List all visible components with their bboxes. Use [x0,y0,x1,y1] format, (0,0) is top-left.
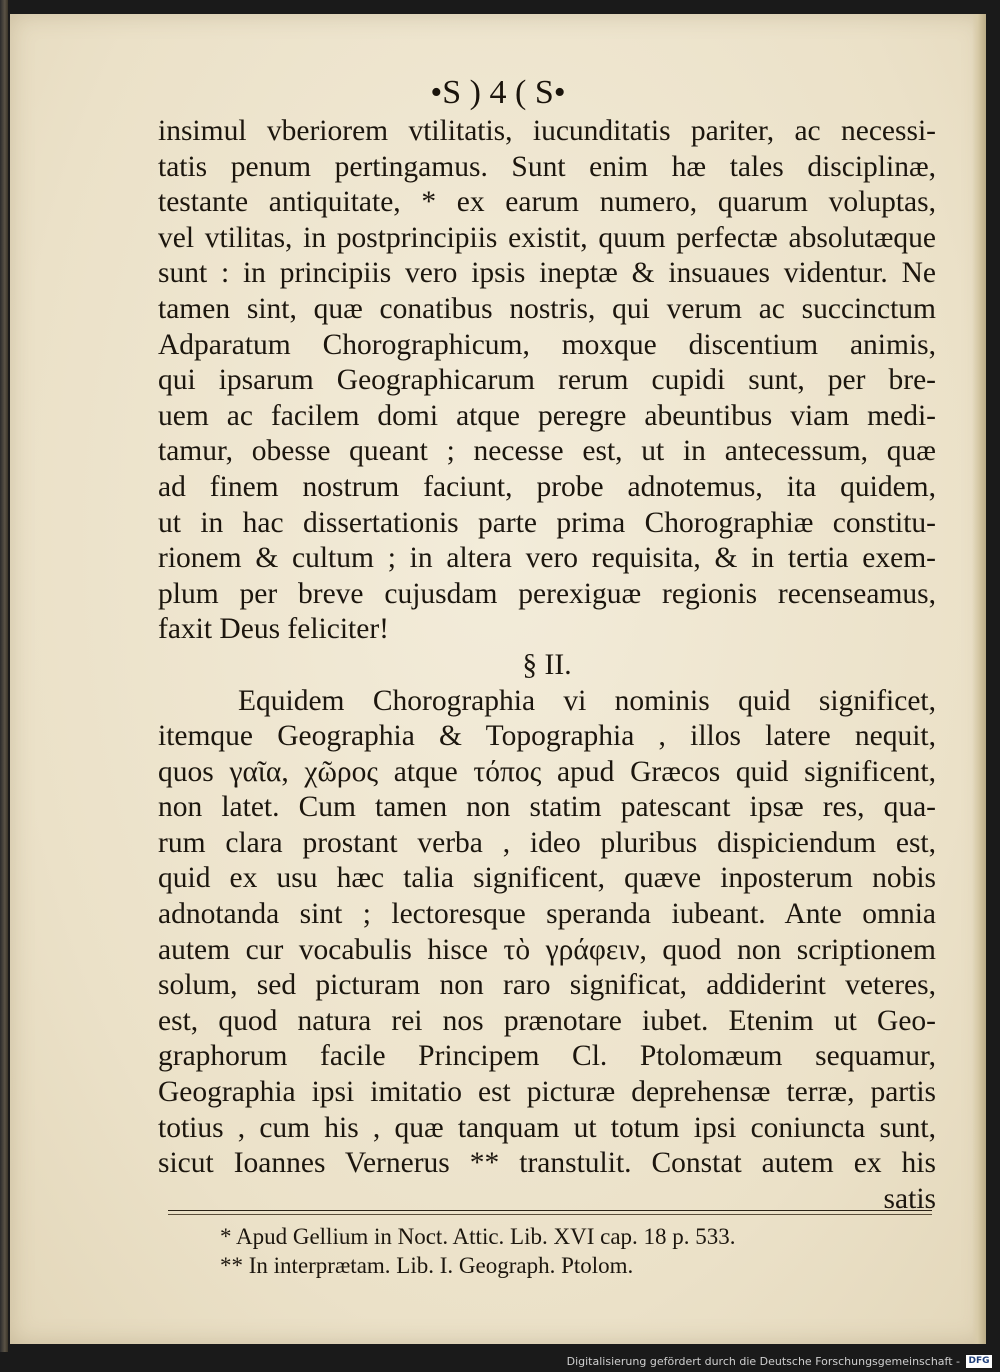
text-line: rionem & cultum ; in altera vero requisita, & in tertia exem- [158,542,936,575]
text-line: ut in hac dissertationis parte prima Chorographiæ constitu- [158,506,936,539]
text-line: tamen sint, quæ conatibus nostris, qui verum ac succinctum [158,292,936,325]
dfg-logo: DFG [966,1355,992,1368]
text-line: tatis penum pertingamus. Sunt enim hæ tales disciplinæ, [158,150,936,183]
text-line: uem ac facilem domi atque peregre abeuntibus viam medi- [158,399,936,432]
text-line: ad finem nostrum faciunt, probe adnotemus, ita quidem, [158,470,936,503]
page-edge [972,14,986,1344]
text-line: itemque Geographia & Topographia , illos latere nequit, [158,720,936,753]
section-heading: § II. [522,648,572,681]
credit-text: Digitalisierung gefördert durch die Deutsche Forschungsgemeinschaft - [566,1355,960,1368]
text-line: tamur, obesse queant ; necesse est, ut in antecessum, quæ [158,435,936,468]
footnote: * Apud Gellium in Noct. Attic. Lib. XVI cap. 18 p. 533. [220,1224,736,1249]
text-line: autem cur vocabulis hisce τὸ γράφειν, quod non scriptionem [158,933,936,966]
text-line: Equidem Chorographia vi nominis quid significet, [238,684,936,717]
text-line: Adparatum Chorographicum, moxque discentium animis, [158,328,936,361]
footnote-rule [168,1210,932,1211]
book-page [10,14,986,1344]
text-line: quos γαῖα, χῶρος atque τόπος apud Græcos quid significent, [158,755,936,788]
text-line: plum per breve cujusdam perexiguæ regionis recenseamus, [158,577,936,610]
footnote: ** In interprætam. Lib. I. Geograph. Ptolom. [220,1253,634,1278]
text-line: testante antiquitate, * ex earum numero, quarum voluptas, [158,186,936,219]
text-line: sunt : in principiis vero ipsis ineptæ & insuaues videntur. Ne [158,257,936,290]
footnote-rule-secondary [168,1214,932,1215]
book-binding [0,0,8,1352]
text-line: non latet. Cum tamen non statim patescant ipsæ res, qua- [158,791,936,824]
text-line: quid ex usu hæc talia significent, quæve inposterum nobis [158,862,936,895]
text-line: solum, sed picturam non raro significat, addiderint veteres, [158,969,936,1002]
text-line: adnotanda sint ; lectoresque speranda iubeant. Ante omnia [158,898,936,931]
text-line: faxit Deus feliciter! [158,613,389,646]
text-line: qui ipsarum Geographicarum rerum cupidi sunt, per bre- [158,364,936,397]
text-line: totius , cum his , quæ tanquam ut totum ipsi coniuncta sunt, [158,1111,936,1144]
text-line: insimul vberiorem vtilitatis, iucunditatis pariter, ac necessi- [158,115,936,147]
text-line: rum clara prostant verba , ideo pluribus dispiciendum est, [158,826,936,859]
text-line: est, quod natura rei nos prænotare iubet. Etenim ut Geo- [158,1004,936,1037]
text-line: graphorum facile Principem Cl. Ptolomæum sequamur, [158,1040,936,1073]
text-line: Geographia ipsi imitatio est picturæ deprehensæ terræ, partis [158,1076,936,1109]
text-line: satis [883,1182,936,1215]
page-body-text [158,114,936,1217]
text-line: sicut Ioannes Vernerus ** transtulit. Constat autem ex his [158,1147,936,1180]
page-number-header: •S ) 4 ( S• [430,74,566,111]
digitization-credit [567,1355,992,1368]
footnotes [220,1222,920,1280]
text-line: vel vtilitas, in postprincipiis existit, quum perfectæ absolutæque [158,221,936,254]
